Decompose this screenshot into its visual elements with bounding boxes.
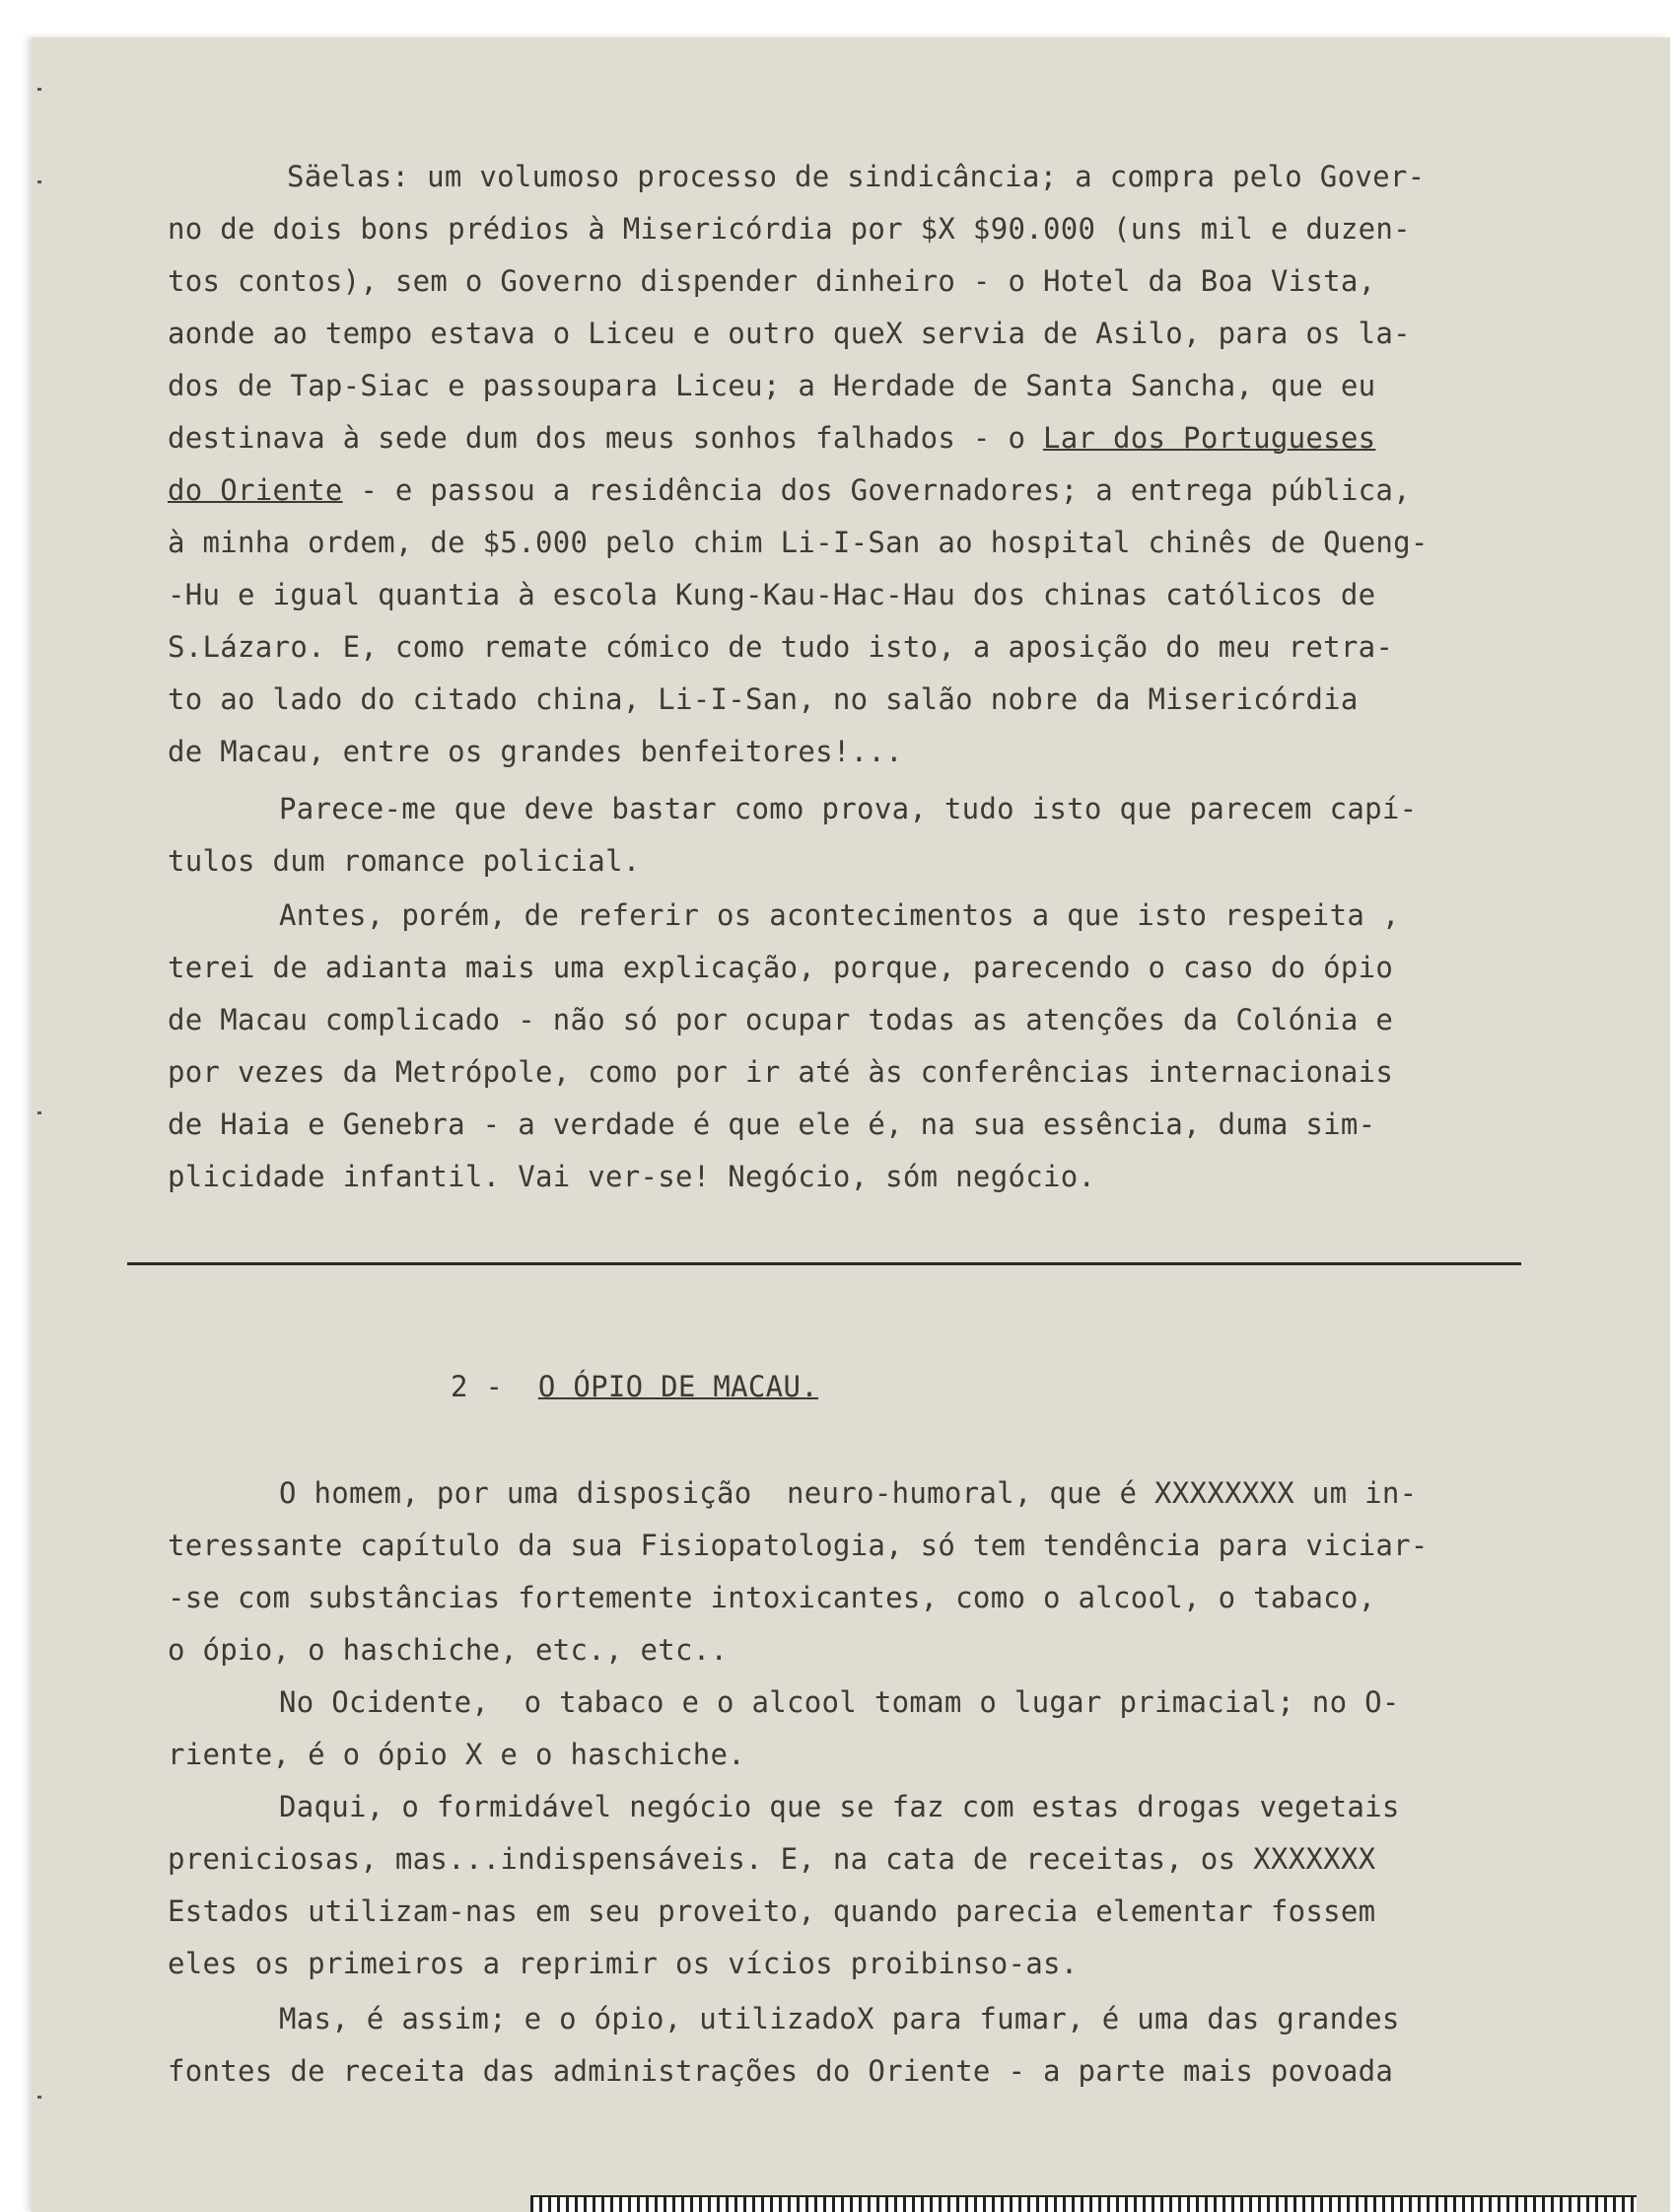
underlined-title: do Oriente <box>168 473 343 507</box>
text-segment: destinava à sede dum dos meus sonhos falhados - o <box>168 421 1043 455</box>
text-line: Antes, porém, de referir os acontecimentos a que isto respeita , <box>279 898 1400 932</box>
section-title: O ÓPIO DE MACAU. <box>537 1370 818 1403</box>
text-line <box>168 412 1375 465</box>
text-line: tos contos), sem o Governo dispender dinheiro - o Hotel da Boa Vista, <box>168 264 1376 298</box>
text-line: por vezes da Metrópole, como por ir até às conferências internacionais <box>168 1055 1394 1089</box>
text-line: plicidade infantil. Vai ver-se! Negócio, sóm negócio. <box>168 1160 1096 1193</box>
text-line: -se com substâncias fortemente intoxicantes, como o alcool, o tabaco, <box>168 1581 1376 1614</box>
text-line: teressante capítulo da sua Fisiopatologia, só tem tendência para viciar- <box>168 1529 1429 1562</box>
scan-ruler <box>530 2195 1637 2212</box>
text-line: eles os primeiros a reprimir os vícios proibinso-as. <box>168 1947 1079 1980</box>
text-segment: - e passou a residência dos Governadores; a entrega pública, <box>342 473 1411 507</box>
text-line: tulos dum romance policial. <box>168 844 641 878</box>
underlined-title: Lar dos Portugueses <box>1042 421 1376 455</box>
text-line: No Ocidente, o tabaco e o alcool tomam o lugar primacial; no O- <box>279 1685 1400 1719</box>
text-line: à minha ordem, de $5.000 pelo chim Li-I-San ao hospital chinês de Queng- <box>168 526 1429 559</box>
section-divider <box>127 1262 1521 1265</box>
text-line: preniciosas, mas...indispensáveis. E, na cata de receitas, os XXXXXXX <box>168 1842 1376 1876</box>
text-line: de Macau complicado - não só por ocupar todas as atenções da Colónia e <box>168 1003 1394 1036</box>
text-line: Daqui, o formidável negócio que se faz com estas drogas vegetais <box>279 1790 1400 1823</box>
text-line: -Hu e igual quantia à escola Kung-Kau-Hac-Hau dos chinas católicos de <box>168 578 1376 611</box>
text-line: S.Lázaro. E, como remate cómico de tudo isto, a aposição do meu retra- <box>168 630 1394 664</box>
text-line: O homem, por uma disposição neuro-humoral, que é XXXXXXXX um in- <box>279 1476 1418 1510</box>
text-line: de Haia e Genebra - a verdade é que ele é, na sua essência, duma sim- <box>168 1107 1376 1141</box>
text-line: Parece-me que deve bastar como prova, tudo isto que parecem capí- <box>279 792 1418 825</box>
text-line: o ópio, o haschiche, etc., etc.. <box>168 1633 729 1667</box>
text-line: no de dois bons prédios à Misericórdia por $X $90.000 (uns mil e duzen- <box>168 212 1411 246</box>
text-line: Mas, é assim; e o ópio, utilizadoX para fumar, é uma das grandes <box>279 2002 1400 2035</box>
section-number: 2 - <box>451 1370 504 1403</box>
text-line: to ao lado do citado china, Li-I-San, no salão nobre da Misericórdia <box>168 682 1359 716</box>
text-line: de Macau, entre os grandes benfeitores!... <box>168 735 903 768</box>
text-line <box>168 464 1411 518</box>
text-line: Estados utilizam-nas em seu proveito, quando parecia elementar fossem <box>168 1894 1376 1928</box>
text-line: fontes de receita das administrações do Oriente - a parte mais povoada <box>168 2054 1394 2088</box>
text-line: dos de Tap-Siac e passoupara Liceu; a Herdade de Santa Sancha, que eu <box>168 369 1376 402</box>
text-line: aonde ao tempo estava o Liceu e outro queX servia de Asilo, para os la- <box>168 317 1411 350</box>
text-line: Säelas: um volumoso processo de sindicância; a compra pelo Gover- <box>287 160 1426 193</box>
section-heading <box>451 1361 818 1414</box>
text-line: riente, é o ópio X e o haschiche. <box>168 1738 746 1771</box>
text-line: terei de adianta mais uma explicação, porque, parecendo o caso do ópio <box>168 951 1394 984</box>
